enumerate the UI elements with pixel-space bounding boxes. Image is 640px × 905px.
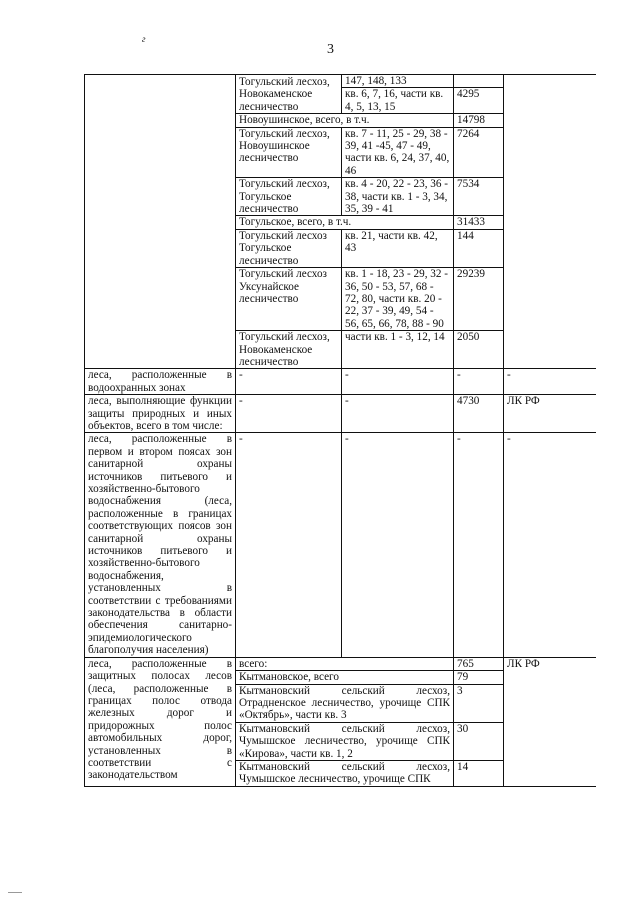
area-value-cell: 3 [454, 684, 504, 722]
location-cell: Кытмановское, всего [236, 671, 454, 684]
category-cell: леса, выполняющие функции защиты природных и иных объектов, всего в том числе: [85, 395, 236, 433]
basis-cell: - [504, 433, 597, 657]
forestry-cell: Тогульский лесхоз Тогульское лесничество [236, 229, 342, 267]
forestry-label: Тогульский лесхоз, Новокаменское лесничество [239, 76, 330, 113]
area-value-cell: 7264 [454, 127, 504, 178]
subtotal-cell: Тогульское, всего, в т.ч. [236, 216, 454, 229]
table-row [85, 369, 597, 395]
forestry-cell: - [236, 433, 342, 657]
basis-cell: - [504, 369, 597, 395]
table-row [85, 395, 597, 433]
basis-cell: ЛК РФ [504, 395, 597, 433]
area-value-cell: - [454, 369, 504, 395]
forestry-cell: - [236, 395, 342, 433]
area-value-cell: 31433 [454, 216, 504, 229]
area-value-cell: 29239 [454, 268, 504, 331]
table-row [85, 657, 597, 670]
quarters-cell: кв. 7 - 11, 25 - 29, 38 - 39, 41 -45, 47 - 49, части кв. 6, 24, 37, 40, 46 [342, 127, 454, 178]
page-number: 3 [327, 42, 334, 57]
quarters-cell: 147, 148, 133 [342, 75, 454, 88]
forestry-cell: Тогульский лесхоз, Новокаменское лесничество [236, 331, 342, 369]
area-value-cell: 144 [454, 229, 504, 267]
area-value-cell [454, 75, 504, 88]
subtotal-cell: Новоушинское, всего, в т.ч. [236, 114, 454, 127]
quarters-cell: кв. 1 - 18, 23 - 29, 32 - 36, 50 - 53, 57, 68 - 72, 80, части кв. 20 - 22, 37 - 39, 49, 54 - 56, 65, 66, 78, 88 - 90 [342, 268, 454, 331]
quarters-cell: кв. 21, части кв. 42, 43 [342, 229, 454, 267]
quarters-cell: части кв. 1 - 3, 12, 14 [342, 331, 454, 369]
table-row [85, 75, 597, 88]
forestry-cell: - [236, 369, 342, 395]
quarters-cell: кв. 6, 7, 16, части кв. 4, 5, 13, 15 [342, 88, 454, 114]
forestry-cell: Тогульский лесхоз, Новоушинское лесничество [236, 127, 342, 178]
table-row [85, 433, 597, 657]
area-value-cell: 14798 [454, 114, 504, 127]
scan-edge-mark [8, 892, 22, 893]
location-cell: всего: [236, 657, 454, 670]
location-cell: Кытмановский сельский лесхоз, Отрадненское лесничество, урочище СПК «Октябрь», части кв. 3 [236, 684, 454, 722]
area-cell [236, 75, 342, 114]
basis-cell [504, 75, 597, 369]
forestry-cell: Тогульский лесхоз Уксунайское лесничество [236, 268, 342, 331]
quarters-cell: - [342, 433, 454, 657]
location-cell: Кытмановский сельский лесхоз, Чумышское лесничество, урочище СПК [236, 760, 454, 786]
category-cell [85, 75, 236, 369]
area-value-cell: 765 [454, 657, 504, 670]
page-mark: г [142, 34, 146, 44]
forestry-cell: Тогульский лесхоз, Тогульское лесничество [236, 178, 342, 216]
area-value-cell: 4295 [454, 88, 504, 114]
location-cell: Кытмановский сельский лесхоз, Чумышское лесничество, урочище СПК «Кирова», части кв. 1, 2 [236, 722, 454, 760]
area-value-cell: 14 [454, 760, 504, 786]
table-container [84, 74, 596, 874]
quarters-cell: кв. 4 - 20, 22 - 23, 36 - 38, части кв. 1 - 3, 34, 35, 39 - 41 [342, 178, 454, 216]
area-value-cell: 30 [454, 722, 504, 760]
category-cell: леса, расположенные в защитных полосах лесов (леса, расположенные в границах полос отвода железных дорог и придорожных полос автомобильных дорог, установленных в соответствии с законодательством [85, 657, 236, 786]
area-value-cell: 79 [454, 671, 504, 684]
area-value-cell: 2050 [454, 331, 504, 369]
category-cell: леса, расположенные в водоохранных зонах [85, 369, 236, 395]
area-value-cell: - [454, 433, 504, 657]
quarters-cell: - [342, 395, 454, 433]
area-value-cell: 7534 [454, 178, 504, 216]
forest-table [84, 74, 596, 787]
quarters-cell: - [342, 369, 454, 395]
basis-cell: ЛК РФ [504, 657, 597, 786]
category-cell: леса, расположенные в первом и втором поясах зон санитарной охраны источников питьевого и хозяйственно-бытового водоснабжения (леса, расположенные в границах соответствующих поясов зон санитарной охраны источников питьевого и хозяйственно-бытового водоснабжения, установленных в соответствии с требованиями законодательства в области обеспечения санитарно-эпидемиологического благополучия населения) [85, 433, 236, 657]
area-value-cell: 4730 [454, 395, 504, 433]
